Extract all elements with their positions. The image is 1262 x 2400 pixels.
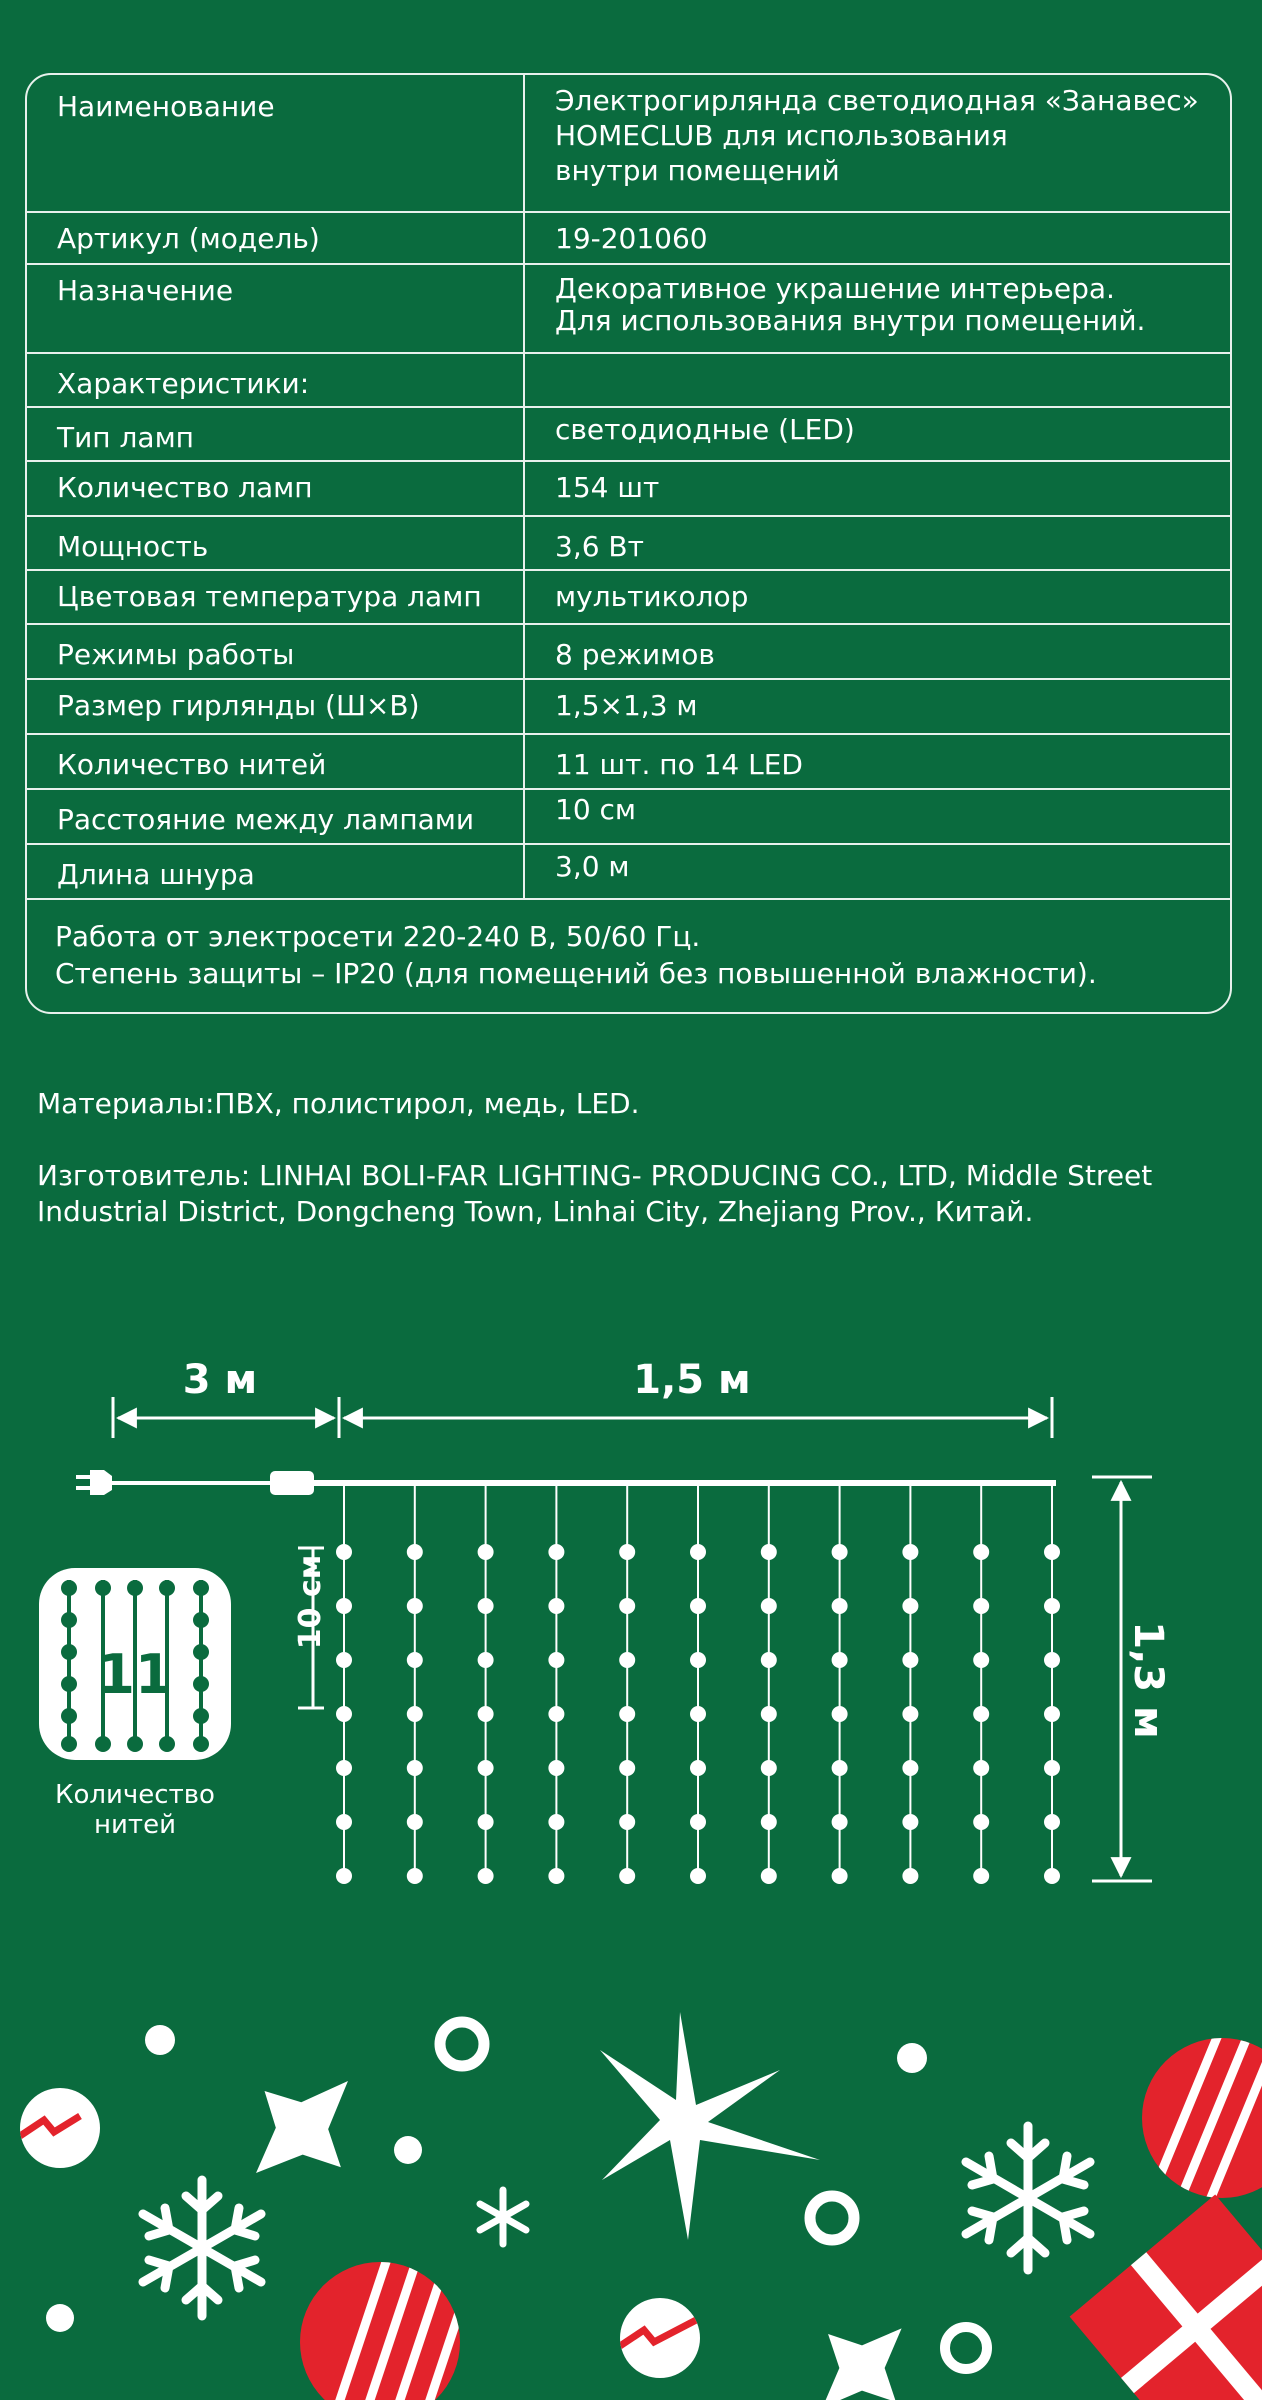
- led-bulb: [902, 1652, 918, 1668]
- ornament-decoration: [620, 2298, 700, 2378]
- spec-value: 10 см: [555, 793, 637, 826]
- led-bulb: [336, 1652, 352, 1668]
- spec-row-color-temp: [27, 571, 1230, 625]
- spec-value: 154 шт: [555, 471, 660, 504]
- led-bulb: [619, 1652, 635, 1668]
- led-bulb: [902, 1598, 918, 1614]
- led-bulb: [478, 1868, 494, 1884]
- led-bulb: [690, 1652, 706, 1668]
- star-decoration: [788, 2294, 935, 2400]
- led-bulb: [548, 1598, 564, 1614]
- led-bulb: [832, 1760, 848, 1776]
- led-bulb: [1044, 1652, 1060, 1668]
- led-bulb: [336, 1706, 352, 1722]
- spec-value: [525, 354, 1230, 406]
- led-bulb: [619, 1544, 635, 1560]
- spec-label: Расстояние между лампами: [27, 790, 525, 843]
- spec-value: мультиколор: [555, 580, 749, 613]
- spec-label: Количество нитей: [27, 735, 525, 788]
- star-decoration: [600, 2012, 820, 2240]
- spec-footer: Работа от электросети 220-240 В, 50/60 Гц. Степень защиты – IP20 (для помещений без повышенной влажности).: [55, 920, 1097, 990]
- led-bulb: [832, 1544, 848, 1560]
- star-decoration: [219, 2044, 387, 2212]
- led-bulb: [336, 1814, 352, 1830]
- led-bulb: [478, 1652, 494, 1668]
- led-bulb: [478, 1814, 494, 1830]
- led-bulb: [690, 1760, 706, 1776]
- dot-decoration: [897, 2043, 927, 2073]
- led-bulb: [902, 1544, 918, 1560]
- spec-value: светодиодные (LED): [555, 413, 855, 446]
- ring-decoration: [945, 2327, 987, 2369]
- led-bulb: [902, 1868, 918, 1884]
- spec-label: Количество ламп: [27, 462, 525, 515]
- spec-row-article: [27, 213, 1230, 265]
- led-bulb: [690, 1544, 706, 1560]
- spec-row-lamp-count: [27, 462, 1230, 517]
- led-bulb: [1044, 1544, 1060, 1560]
- led-bulb: [407, 1760, 423, 1776]
- width-label: 1,5 м: [633, 1357, 751, 1403]
- spec-label: Назначение: [27, 265, 525, 352]
- spec-row-spacing: [27, 790, 1230, 845]
- led-bulb: [407, 1652, 423, 1668]
- led-bulb: [973, 1760, 989, 1776]
- spec-value: 8 режимов: [555, 638, 715, 671]
- led-bulb: [761, 1760, 777, 1776]
- led-bulb: [1044, 1814, 1060, 1830]
- led-bulb: [336, 1868, 352, 1884]
- led-bulb: [548, 1544, 564, 1560]
- spec-label: Тип ламп: [27, 408, 525, 460]
- led-bulb: [973, 1814, 989, 1830]
- led-bulb: [619, 1706, 635, 1722]
- festive-decoration: [0, 1990, 1262, 2400]
- led-bulb: [690, 1868, 706, 1884]
- led-bulb: [973, 1868, 989, 1884]
- led-bulb: [902, 1760, 918, 1776]
- dot-decoration: [145, 2025, 175, 2055]
- led-threads: [336, 1483, 1060, 1884]
- led-bulb: [690, 1814, 706, 1830]
- spec-row-lamp-type: [27, 408, 1230, 462]
- led-bulb: [832, 1706, 848, 1722]
- led-bulb: [619, 1760, 635, 1776]
- controller-box: [270, 1471, 314, 1495]
- spec-label: Характеристики:: [27, 354, 525, 406]
- led-bulb: [619, 1868, 635, 1884]
- spec-table: [25, 73, 1232, 1014]
- led-bulb: [1044, 1868, 1060, 1884]
- led-bulb: [548, 1814, 564, 1830]
- led-bulb: [548, 1706, 564, 1722]
- spec-value: Декоративное украшение интерьера. Для использования внутри помещений.: [555, 272, 1146, 337]
- led-bulb: [1044, 1598, 1060, 1614]
- spec-value: Электрогирлянда светодиодная «Занавес» HOMECLUB для использования внутри помещений: [555, 84, 1199, 187]
- materials-text: Материалы:ПВХ, полистирол, медь, LED.: [37, 1087, 640, 1120]
- spec-row-modes: [27, 625, 1230, 680]
- spacing-label: 10 см: [293, 1554, 328, 1650]
- led-bulb: [407, 1814, 423, 1830]
- cord-length-label: 3 м: [182, 1357, 258, 1403]
- led-bulb: [478, 1598, 494, 1614]
- led-bulb: [548, 1760, 564, 1776]
- spec-label: Размер гирлянды (Ш×В): [27, 680, 525, 733]
- led-bulb: [407, 1598, 423, 1614]
- led-bulb: [336, 1760, 352, 1776]
- led-bulb: [407, 1868, 423, 1884]
- threads-icon: [39, 1568, 231, 1760]
- led-bulb: [1044, 1706, 1060, 1722]
- height-label: 1,3 м: [1125, 1621, 1171, 1739]
- led-bulb: [690, 1598, 706, 1614]
- gift-box-decoration: [1070, 2194, 1262, 2400]
- led-bulb: [619, 1598, 635, 1614]
- spec-row-purpose: [27, 265, 1230, 354]
- threads-caption: Количество нитей: [55, 1780, 215, 1840]
- led-bulb: [548, 1652, 564, 1668]
- plug-icon: [76, 1470, 112, 1495]
- dot-decoration: [46, 2304, 74, 2332]
- ornament-decoration: [300, 2250, 480, 2400]
- spec-label: Артикул (модель): [27, 213, 525, 263]
- spec-label: Мощность: [27, 517, 525, 569]
- led-bulb: [832, 1868, 848, 1884]
- ornament-decoration: [1142, 2030, 1262, 2200]
- led-bulb: [478, 1706, 494, 1722]
- led-bulb: [761, 1868, 777, 1884]
- manufacturer-text: Изготовитель: LINHAI BOLI-FAR LIGHTING- PRODUCING CO., LTD, Middle Street Industrial District, Dongcheng Town, Linhai City, Zhejiang Prov., Китай.: [37, 1159, 1153, 1228]
- led-bulb: [973, 1598, 989, 1614]
- led-bulb: [973, 1652, 989, 1668]
- spec-value: 11 шт. по 14 LED: [555, 748, 803, 781]
- led-bulb: [478, 1760, 494, 1776]
- spec-label: Режимы работы: [27, 625, 525, 678]
- spec-row-cord: [27, 845, 1230, 900]
- spec-value: 19-201060: [555, 222, 708, 255]
- ornament-decoration: [20, 2088, 100, 2168]
- dot-decoration: [394, 2136, 422, 2164]
- led-bulb: [761, 1598, 777, 1614]
- spec-row-size: [27, 680, 1230, 735]
- led-bulb: [548, 1868, 564, 1884]
- led-bulb: [761, 1706, 777, 1722]
- spec-row-characteristics: [27, 354, 1230, 408]
- led-bulb: [902, 1706, 918, 1722]
- led-bulb: [761, 1814, 777, 1830]
- led-bulb: [902, 1814, 918, 1830]
- led-bulb: [336, 1544, 352, 1560]
- spec-value: 3,6 Вт: [555, 530, 644, 563]
- ring-decoration: [440, 2022, 484, 2066]
- spec-label: Длина шнура: [27, 845, 525, 898]
- led-bulb: [407, 1706, 423, 1722]
- led-bulb: [761, 1544, 777, 1560]
- led-bulb: [832, 1814, 848, 1830]
- spec-label: Цветовая температура ламп: [27, 571, 525, 623]
- asterisk-decoration: [480, 2190, 526, 2244]
- led-bulb: [690, 1706, 706, 1722]
- snowflake-decoration: [143, 2180, 261, 2316]
- led-bulb: [1044, 1760, 1060, 1776]
- led-bulb: [619, 1814, 635, 1830]
- spec-row-threads: [27, 735, 1230, 790]
- spec-label: Наименование: [27, 75, 525, 211]
- led-bulb: [407, 1544, 423, 1560]
- threads-count-badge: [39, 1568, 231, 1760]
- spec-row-power: [27, 517, 1230, 571]
- led-bulb: [761, 1652, 777, 1668]
- spec-value: 1,5×1,3 м: [555, 689, 698, 722]
- led-bulb: [478, 1544, 494, 1560]
- led-bulb: [336, 1598, 352, 1614]
- threads-count: 11: [97, 1643, 173, 1706]
- spec-value: 3,0 м: [555, 850, 630, 883]
- led-bulb: [973, 1544, 989, 1560]
- snowflake-decoration: [966, 2126, 1090, 2270]
- spec-row-name: [27, 75, 1230, 213]
- led-bulb: [832, 1652, 848, 1668]
- led-bulb: [973, 1706, 989, 1722]
- led-bulb: [832, 1598, 848, 1614]
- ring-decoration: [810, 2196, 854, 2240]
